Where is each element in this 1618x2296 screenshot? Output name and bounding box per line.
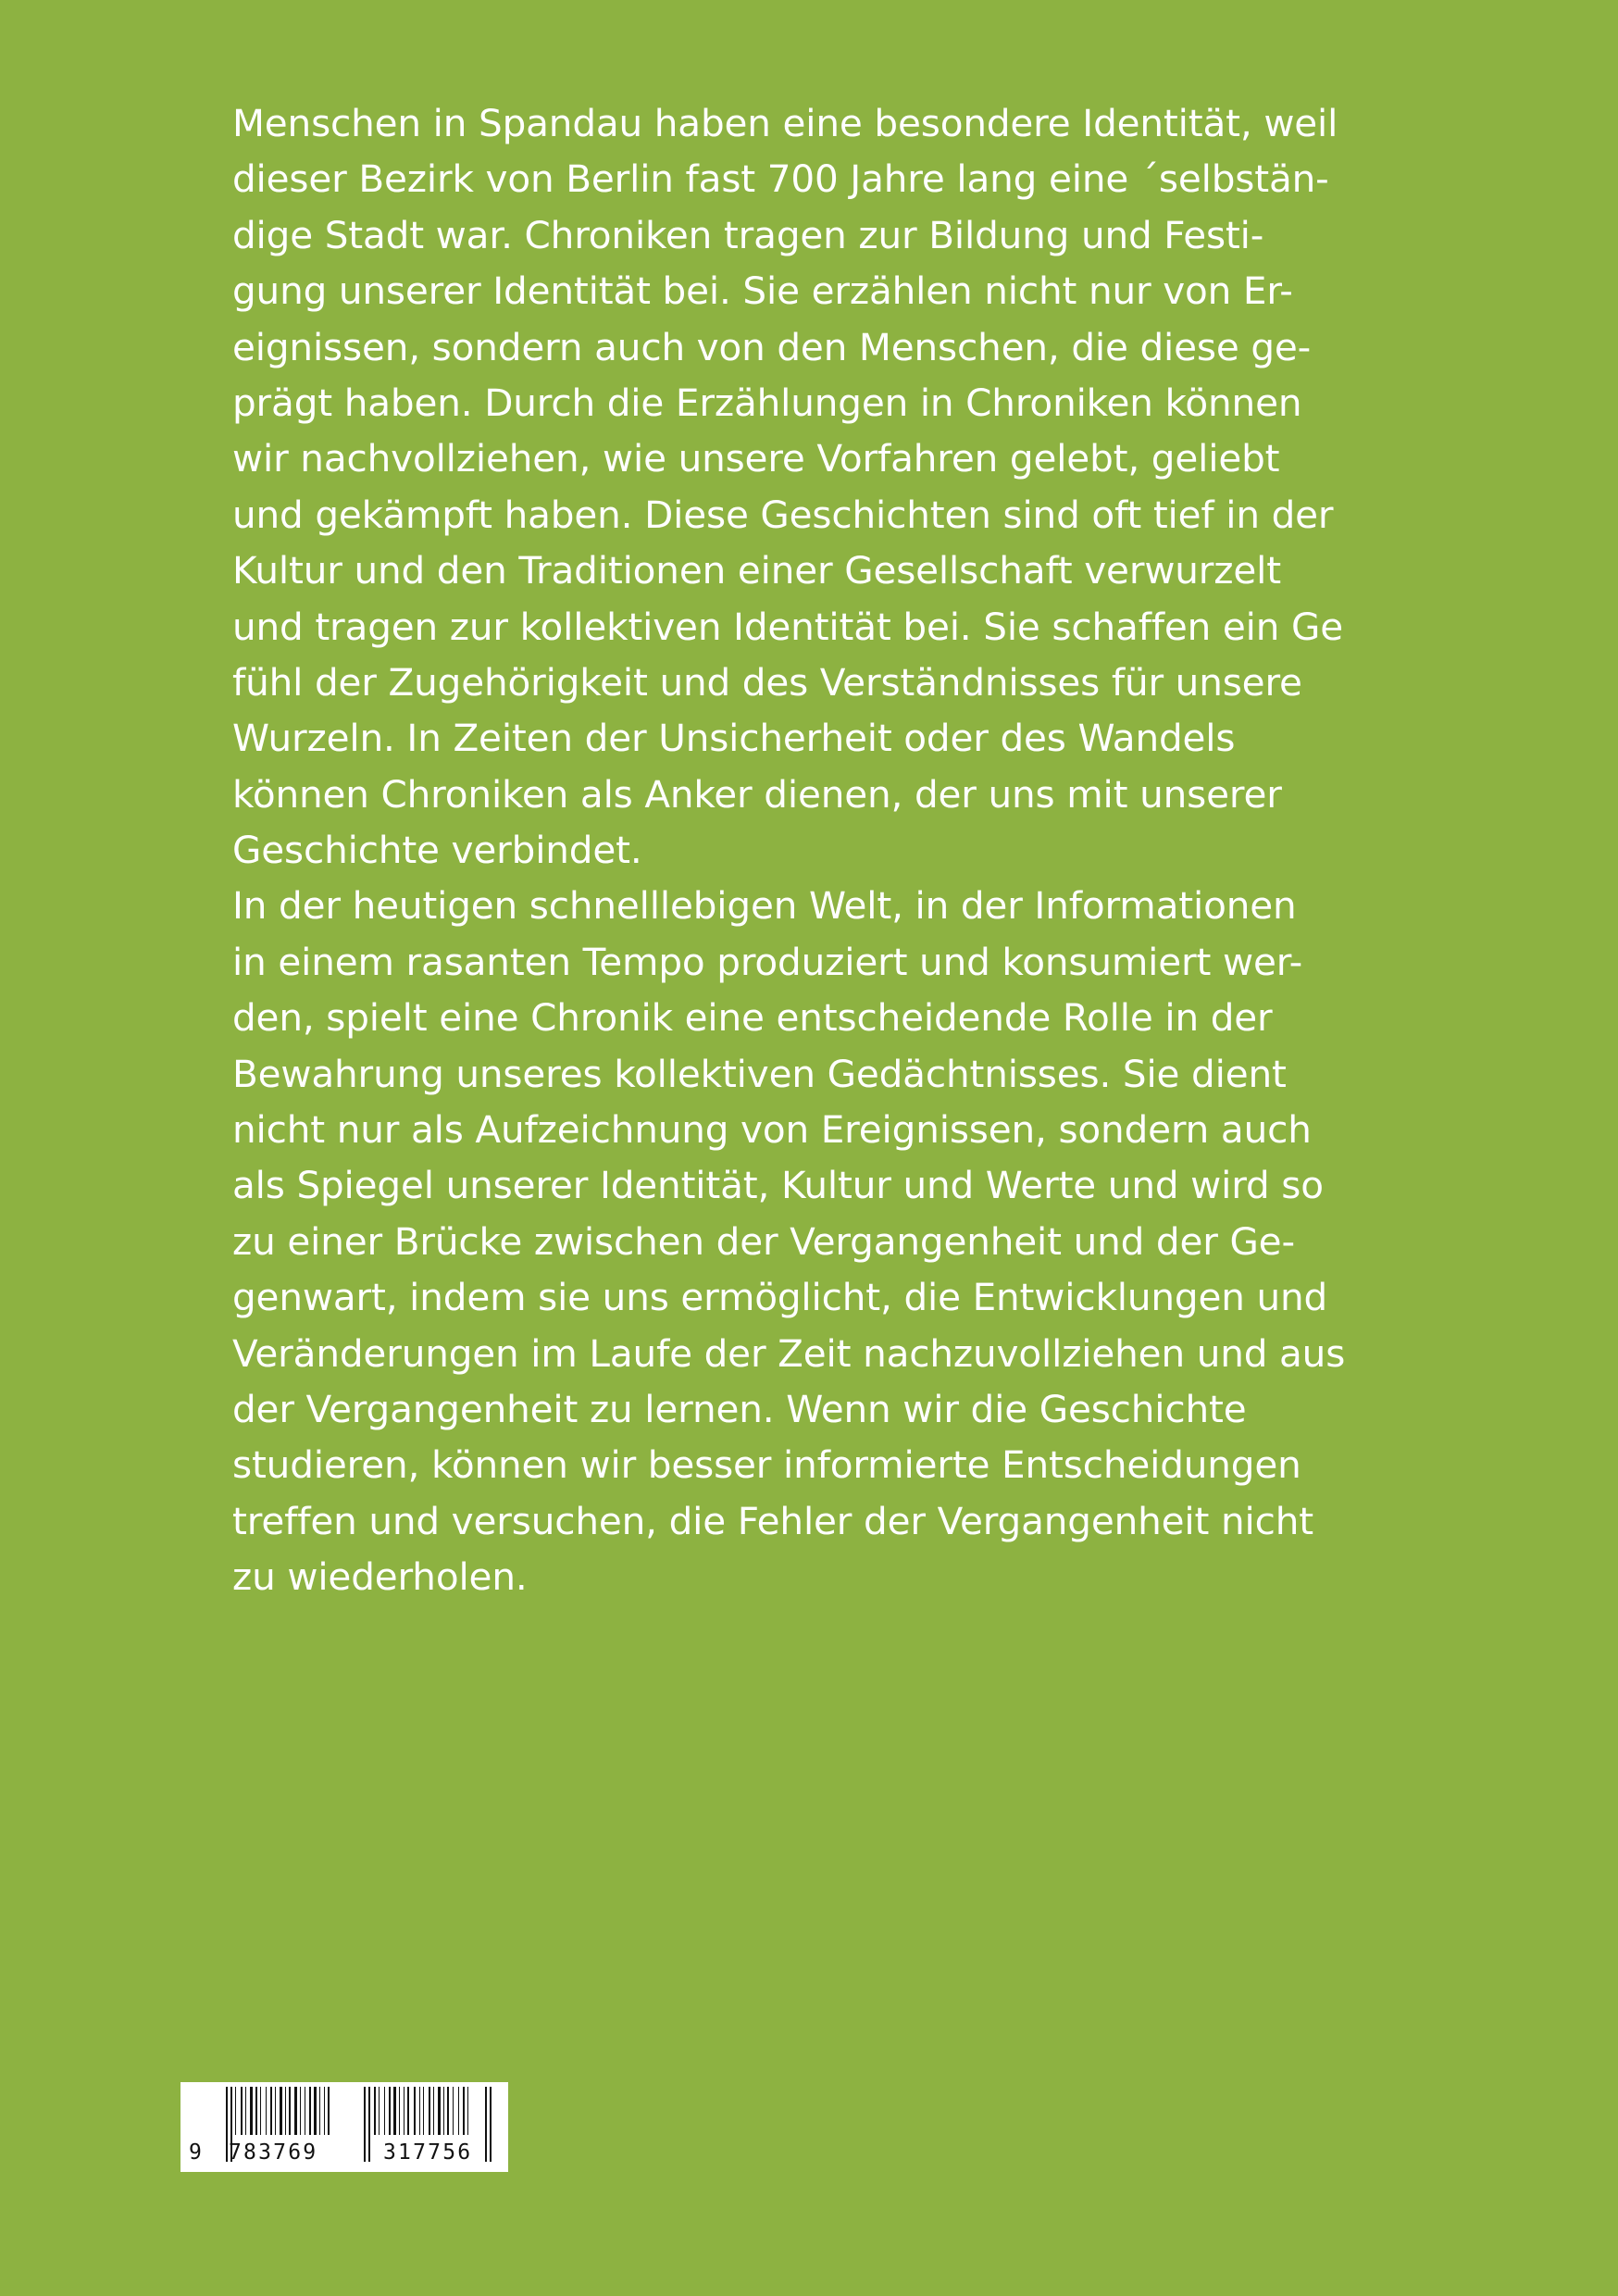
barcode-bar [453,2087,454,2135]
barcode-bar [419,2087,420,2135]
barcode-bar [389,2087,391,2135]
barcode-bar [300,2087,301,2135]
barcode-bar [490,2087,492,2162]
barcode-bar [407,2087,409,2135]
barcode-first-digit: 9 [189,2140,205,2165]
text-line: dieser Bezirk von Berlin fast 700 Jahre lang eine ´selbstän- [232,156,1329,202]
barcode-bar [294,2087,297,2135]
barcode-bar [485,2087,487,2162]
barcode-bar [458,2087,459,2135]
barcode-bar [235,2087,236,2135]
barcode-bar [319,2087,320,2135]
barcode-bar [374,2087,376,2135]
barcode-bar [423,2087,424,2135]
text-line: der Vergangenheit zu lernen. Wenn wir die Geschichte [232,1386,1247,1431]
barcode-bar [309,2087,311,2135]
barcode-bar [384,2087,385,2135]
barcode-bar [414,2087,416,2135]
barcode-bar [250,2087,253,2135]
barcode-bar [255,2087,257,2135]
barcode-bar [260,2087,261,2135]
text-line: nicht nur als Aufzeichnung von Ereignissen, sondern auch [232,1107,1312,1153]
barcode-bar [275,2087,276,2135]
isbn-barcode [180,2082,508,2172]
text-line: den, spielt eine Chronik eine entscheidende Rolle in der [232,995,1273,1041]
barcode-bar [467,2087,468,2135]
text-line: fühl der Zugehörigkeit und des Verständnisses für unsere [232,659,1302,705]
back-cover-text [232,95,1436,1605]
barcode-bar [399,2087,400,2135]
text-line: Kultur und den Traditionen einer Gesellschaft verwurzelt [232,548,1282,593]
barcode-bar [463,2087,465,2135]
barcode-bar [289,2087,291,2135]
text-line: Veränderungen im Laufe der Zeit nachzuvollziehen und aus [232,1330,1346,1376]
barcode-bar [285,2087,286,2135]
text-line: In der heutigen schnelllebigen Welt, in der Informationen [232,883,1297,929]
barcode-bar [324,2087,325,2135]
barcode-bar [226,2087,228,2162]
text-line: prägt haben. Durch die Erzählungen in Chroniken können [232,380,1302,425]
barcode-bar [368,2087,370,2162]
text-line: als Spiegel unserer Identität, Kultur und Werte und wird so [232,1163,1324,1208]
barcode-bar [447,2087,449,2135]
text-line: zu einer Brücke zwischen der Vergangenheit und der Ge- [232,1218,1295,1264]
text-line: eignissen, sondern auch von den Menschen, die diese ge- [232,324,1312,369]
barcode-bar [443,2087,444,2135]
barcode-bar [245,2087,246,2135]
text-line: treffen und versuchen, die Fehler der Vergangenheit nicht [232,1498,1313,1543]
barcode-bar [280,2087,282,2135]
barcode-bar [433,2087,434,2135]
text-line: wir nachvollziehen, wie unsere Vorfahren gelebt, geliebt [232,436,1280,481]
barcode-bar [438,2087,441,2135]
barcode-bar [379,2087,380,2135]
barcode-left-digits: 783769 [229,2140,318,2165]
barcode-bar [328,2087,330,2135]
barcode-bar [241,2087,243,2135]
text-line: Bewahrung unseres kollektiven Gedächtnisses. Sie dient [232,1051,1287,1096]
text-line: können Chroniken als Anker dienen, der uns mit unserer [232,771,1282,817]
barcode-right-digits: 317756 [383,2140,473,2165]
barcode-bar [270,2087,272,2135]
barcode-bar [266,2087,267,2135]
barcode-bar [393,2087,396,2135]
barcode-bar [364,2087,366,2162]
text-line: zu wiederholen. [232,1554,528,1600]
text-line: und gekämpft haben. Diese Geschichten sind oft tief in der [232,492,1334,537]
text-line: Menschen in Spandau haben eine besondere Identität, weil [232,101,1338,145]
text-line: Wurzeln. In Zeiten der Unsicherheit oder des Wandels [232,716,1236,761]
text-line: genwart, indem sie uns ermöglicht, die Entwicklungen und [232,1275,1328,1320]
text-line: Geschichte verbindet. [232,828,642,873]
text-line: studieren, können wir besser informierte Entscheidungen [232,1442,1301,1488]
text-line: in einem rasanten Tempo produziert und konsumiert wer- [232,939,1303,984]
text-line: dige Stadt war. Chroniken tragen zur Bildung und Festi- [232,212,1264,257]
barcode-bar [429,2087,430,2135]
text-line: und tragen zur kollektiven Identität bei. Sie schaffen ein Ge [232,604,1343,649]
barcode-bar [314,2087,317,2135]
text-line: gung unserer Identität bei. Sie erzählen nicht nur von Er- [232,268,1293,314]
